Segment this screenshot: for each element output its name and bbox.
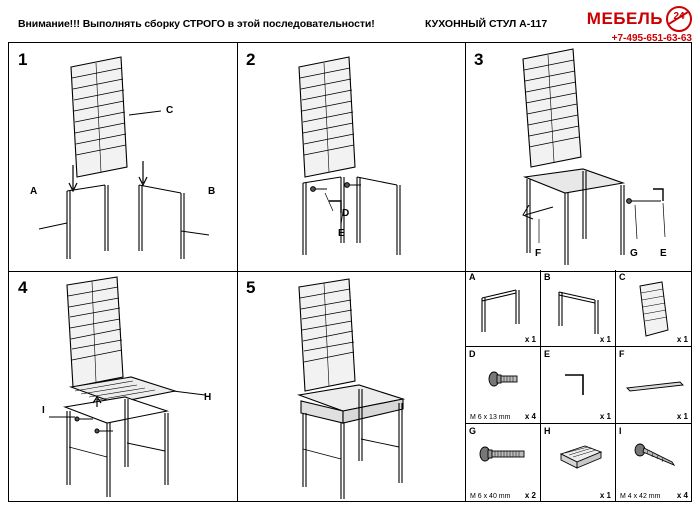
step-number-1: 1 [18,50,28,69]
part-spec-g: M 6 x 40 mm [470,493,511,500]
step-4-illustration [9,271,236,501]
bolt-short-icon [484,369,528,389]
leg-frame-icon [551,284,609,336]
part-letter-d: D [469,349,476,359]
part-spec-i: M 4 x 42 mm [620,493,661,500]
step2-label-e: E [338,228,345,239]
part-letter-f: F [619,349,625,359]
allen-key-icon [561,369,601,401]
part-qty-g: x 2 [524,491,536,500]
part-cell-e [541,347,616,424]
part-cell-h [541,424,616,502]
part-cell-b [541,270,616,347]
step4-label-h: H [204,392,212,403]
part-letter-c: C [619,272,626,282]
brand-block [587,6,692,44]
part-cell-a [466,270,541,347]
step1-label-b: B [208,186,216,197]
step-3-illustration [465,43,692,270]
part-qty-f: x 1 [676,412,688,421]
part-letter-b: B [544,272,551,282]
part-cell-i [616,424,692,502]
part-letter-a: A [469,272,476,282]
step1-label-c: C [166,105,174,116]
brand-logo-icon [666,6,692,32]
brand-badge-label: 24 [673,11,685,22]
leg-frame-icon [476,284,534,336]
part-qty-b: x 1 [599,335,611,344]
part-qty-d: x 4 [524,412,536,421]
product-model-title: КУХОННЫЙ СТУЛ А-117 [425,18,548,30]
step3-label-f: F [535,248,542,259]
step-number-5: 5 [246,278,256,297]
part-qty-c: x 1 [676,335,688,344]
step3-label-e: E [660,248,667,259]
step3-label-g: G [630,248,638,259]
step-number-2: 2 [246,50,256,69]
part-letter-i: I [619,426,622,436]
brand-name: МЕБЕЛЬ [586,9,663,28]
page-header [0,0,700,42]
warning-text: Внимание!!! Выполнять сборку СТРОГО в этой последовательности! [18,18,375,30]
step1-label-a: A [30,186,38,197]
part-cell-c [616,270,692,347]
step4-label-i: I [42,405,45,416]
step-1-illustration [9,43,236,270]
part-letter-e: E [544,349,551,359]
step-number-3: 3 [474,50,484,69]
backrest-icon [632,280,682,340]
step-number-4: 4 [18,278,28,297]
seat-icon [555,440,607,484]
part-cell-d [466,347,541,424]
part-cell-g [466,424,541,502]
part-spec-d: M 6 x 13 mm [470,414,511,421]
part-qty-a: x 1 [524,335,536,344]
part-cell-f [616,347,692,424]
part-qty-h: x 1 [599,491,611,500]
parts-table [466,270,692,502]
part-letter-h: H [544,426,551,436]
part-qty-i: x 4 [676,491,688,500]
part-letter-g: G [469,426,477,436]
bolt-long-icon [476,444,532,464]
step-2-illustration [237,43,464,270]
brand-phone: +7-495-651-63-63 [611,33,692,44]
step-5-illustration [237,271,464,501]
screw-icon [632,442,682,470]
part-qty-e: x 1 [599,412,611,421]
crossbar-icon [624,379,688,395]
step2-label-d: D [342,208,350,219]
